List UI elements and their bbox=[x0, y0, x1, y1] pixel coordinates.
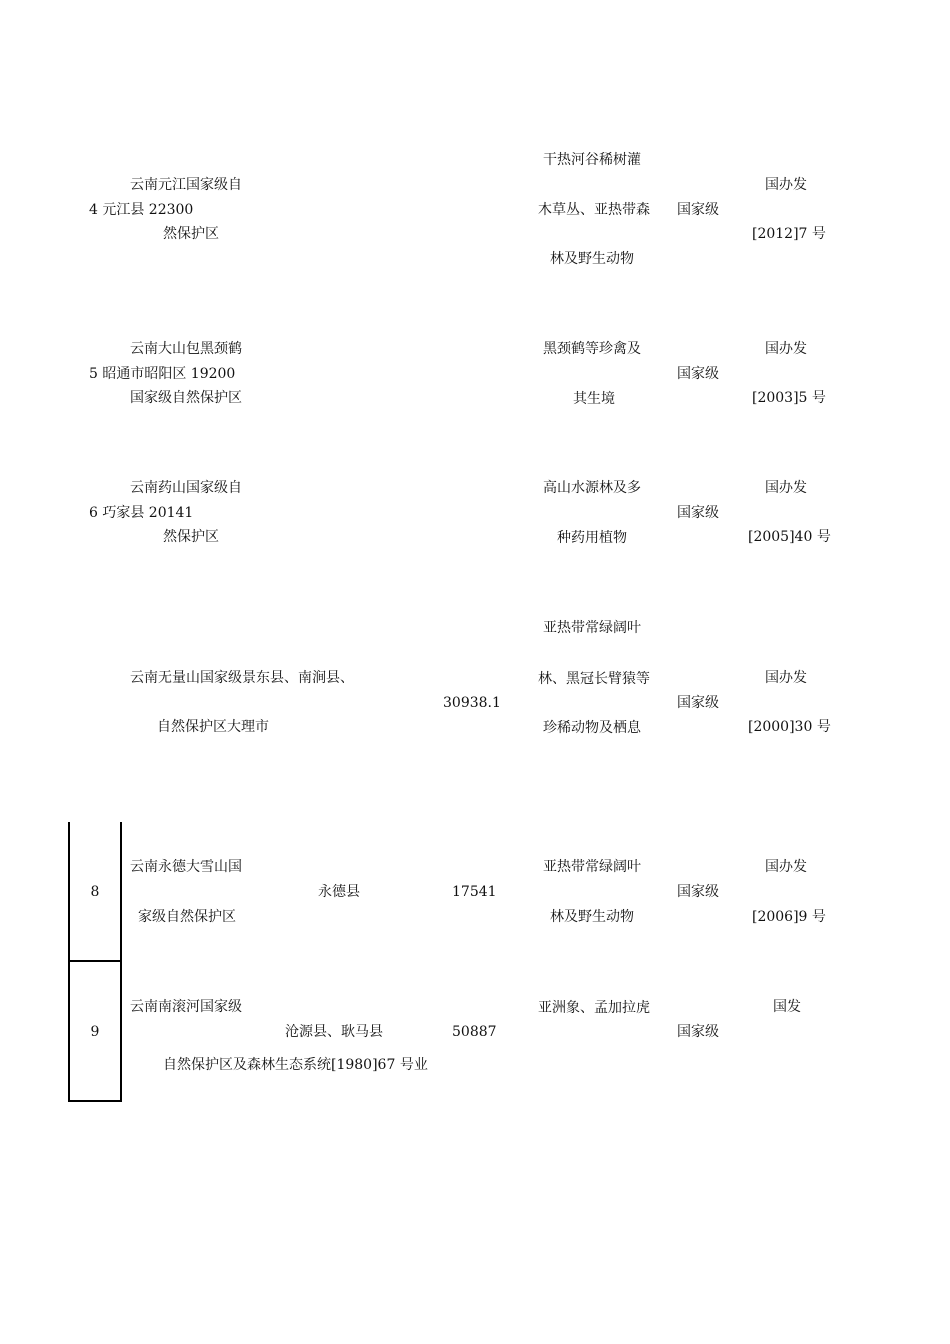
row-8-number: 8 bbox=[90, 884, 100, 900]
row-7-name-line1: 云南无量山国家级景东县、南涧县、 bbox=[130, 670, 354, 686]
row-5-object-line2: 其生境 bbox=[573, 391, 615, 407]
row-8-doc-line1: 国办发 bbox=[765, 859, 807, 875]
row-6-summary: 6 巧家县 20141 bbox=[89, 505, 194, 521]
row-6-doc-line2: [2005]40 号 bbox=[748, 529, 831, 545]
row-4-summary: 4 元江县 22300 bbox=[89, 202, 194, 218]
row-4-name-line1: 云南元江国家级自 bbox=[130, 177, 242, 193]
row-9-name-line1: 云南南滚河国家级 bbox=[130, 999, 242, 1015]
row-8-name-line1: 云南永德大雪山国 bbox=[130, 859, 242, 875]
row-6-name-line2: 然保护区 bbox=[163, 529, 219, 545]
row-6-object-line2: 种药用植物 bbox=[557, 530, 627, 546]
row-9-county: 沧源县、耿马县 bbox=[285, 1024, 383, 1040]
row-9-number: 9 bbox=[90, 1024, 100, 1040]
row-7-doc-line2: [2000]30 号 bbox=[748, 719, 831, 735]
row-8-area: 17541 bbox=[452, 884, 497, 900]
table-bottom-border bbox=[68, 1100, 122, 1102]
row-9-level: 国家级 bbox=[677, 1024, 719, 1040]
row-6-object-line1: 高山水源林及多 bbox=[543, 480, 641, 496]
row-7-area: 30938.1 bbox=[443, 695, 501, 711]
row-7-level: 国家级 bbox=[677, 695, 719, 711]
row-5-summary: 5 昭通市昭阳区 19200 bbox=[89, 366, 236, 382]
row-9-name-line2: 自然保护区及森林生态系统[1980]67 号业 bbox=[163, 1057, 428, 1073]
row-7-object-line2: 林、黑冠长臂猿等 bbox=[538, 671, 650, 687]
row-9-doc: 国发 bbox=[773, 999, 801, 1015]
row-8-level: 国家级 bbox=[677, 884, 719, 900]
row-4-name-line2: 然保护区 bbox=[163, 226, 219, 242]
row-4-doc-line1: 国办发 bbox=[765, 177, 807, 193]
row-6-level: 国家级 bbox=[677, 505, 719, 521]
row-5-name-line2: 国家级自然保护区 bbox=[130, 390, 242, 406]
row-7-object-line3: 珍稀动物及栖息 bbox=[543, 720, 641, 736]
row-9-object: 亚洲象、孟加拉虎 bbox=[538, 1000, 650, 1016]
row-5-object-line1: 黑颈鹤等珍禽及 bbox=[543, 341, 641, 357]
row-8-doc-line2: [2006]9 号 bbox=[752, 909, 826, 925]
row-8-object-line2: 林及野生动物 bbox=[550, 909, 634, 925]
row-4-object-line1: 干热河谷稀树灌 bbox=[543, 152, 641, 168]
row-5-level: 国家级 bbox=[677, 366, 719, 382]
row-4-level: 国家级 bbox=[677, 202, 719, 218]
row-6-name-line1: 云南药山国家级自 bbox=[130, 480, 242, 496]
table-number-column-border bbox=[120, 822, 122, 1102]
row-7-doc-line1: 国办发 bbox=[765, 670, 807, 686]
row-4-object-line3: 林及野生动物 bbox=[550, 251, 634, 267]
row-divider bbox=[68, 960, 122, 962]
row-8-name-line2: 家级自然保护区 bbox=[138, 909, 236, 925]
row-4-object-line2: 木草丛、亚热带森 bbox=[538, 202, 650, 218]
row-8-county: 永德县 bbox=[318, 884, 360, 900]
row-5-doc-line1: 国办发 bbox=[765, 341, 807, 357]
row-7-object-line1: 亚热带常绿阔叶 bbox=[543, 620, 641, 636]
row-7-name-line2: 自然保护区大理市 bbox=[157, 719, 269, 735]
row-8-object-line1: 亚热带常绿阔叶 bbox=[543, 859, 641, 875]
row-6-doc-line1: 国办发 bbox=[765, 480, 807, 496]
row-4-doc-line2: [2012]7 号 bbox=[752, 226, 826, 242]
row-5-name-line1: 云南大山包黑颈鹤 bbox=[130, 341, 242, 357]
row-9-area: 50887 bbox=[452, 1024, 497, 1040]
row-5-doc-line2: [2003]5 号 bbox=[752, 390, 826, 406]
table-left-border bbox=[68, 822, 70, 1102]
